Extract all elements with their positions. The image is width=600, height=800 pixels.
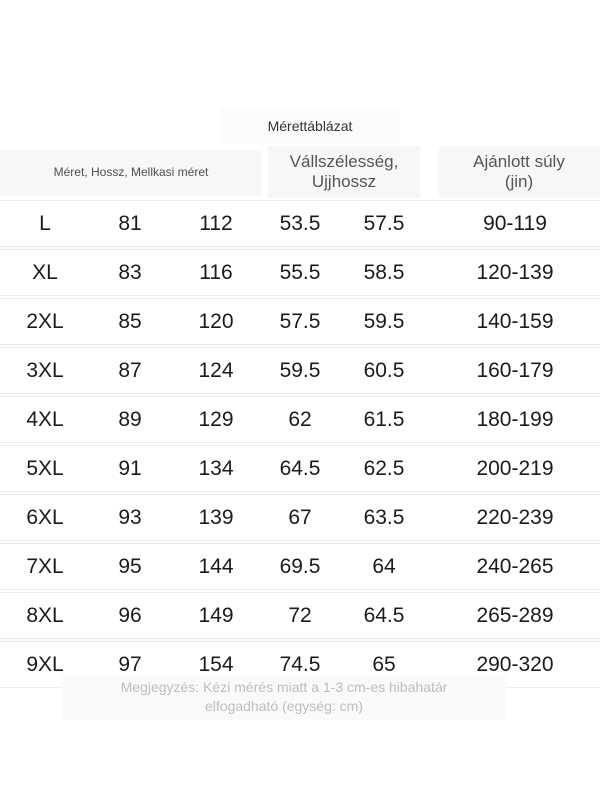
cell-weight: 290-320	[476, 653, 554, 676]
cell-chest: 112	[199, 212, 233, 235]
cell-shoulder: 59.5	[279, 359, 321, 382]
cell-chest: 120	[198, 310, 234, 333]
cell-weight: 240-265	[476, 555, 554, 578]
cell-weight: 220-239	[476, 506, 554, 529]
cell-shoulder: 64.5	[279, 457, 321, 480]
header-size-length-chest: Méret, Hossz, Mellkasi méret	[0, 150, 262, 196]
cell-weight: 180-199	[476, 408, 554, 431]
cell-size: 5XL	[26, 457, 64, 480]
cell-size: XL	[32, 261, 58, 284]
table-row-3xl	[0, 347, 600, 394]
cell-sleeve: 58.5	[363, 261, 405, 284]
header-weight-line2: (jin)	[504, 172, 534, 191]
note-line1: Megjegyzés: Kézi mérés miatt a 1-3 cm-es hibahatár	[120, 679, 448, 695]
cell-length: 93	[118, 506, 142, 529]
cell-sleeve: 61.5	[363, 408, 405, 431]
cell-shoulder: 72	[288, 604, 312, 627]
cell-length: 97	[118, 653, 142, 676]
cell-weight: 90-119	[483, 212, 547, 235]
cell-shoulder: 62	[288, 408, 312, 431]
cell-shoulder: 74.5	[279, 653, 321, 676]
cell-size: 3XL	[26, 359, 64, 382]
table-row-xl	[0, 249, 600, 296]
cell-chest: 144	[198, 555, 234, 578]
cell-sleeve: 63.5	[363, 506, 405, 529]
header-weight-line1: Ajánlott súly	[473, 152, 565, 172]
table-row-7xl	[0, 543, 600, 590]
cell-size: 9XL	[26, 653, 64, 676]
cell-length: 96	[118, 604, 142, 627]
cell-sleeve: 64	[372, 555, 396, 578]
size-table	[0, 200, 600, 690]
cell-sleeve: 62.5	[363, 457, 405, 480]
table-row-l	[0, 200, 600, 247]
cell-size: 7XL	[26, 555, 64, 578]
cell-weight: 140-159	[476, 310, 554, 333]
cell-chest: 124	[198, 359, 234, 382]
cell-chest: 129	[198, 408, 234, 431]
cell-chest: 149	[198, 604, 234, 627]
measurement-note	[62, 676, 506, 720]
header-recommended-weight	[438, 146, 600, 198]
cell-chest: 116	[199, 261, 233, 284]
cell-weight: 120-139	[476, 261, 554, 284]
cell-weight: 200-219	[476, 457, 554, 480]
cell-size: L	[39, 212, 51, 235]
cell-shoulder: 53.5	[279, 212, 321, 235]
cell-weight: 265-289	[476, 604, 554, 627]
cell-size: 4XL	[26, 408, 64, 431]
table-row-8xl	[0, 592, 600, 639]
cell-shoulder: 57.5	[279, 310, 321, 333]
cell-length: 87	[118, 359, 142, 382]
cell-length: 95	[118, 555, 142, 578]
cell-length: 83	[118, 261, 142, 284]
header-shoulder-line2: Ujjhossz	[311, 172, 377, 191]
header-shoulder-sleeve	[268, 146, 420, 198]
cell-length: 81	[118, 212, 142, 235]
note-line2: elfogadható (egység: cm)	[205, 698, 363, 714]
cell-length: 89	[118, 408, 142, 431]
size-chart-title: Mérettáblázat	[220, 108, 400, 144]
cell-size: 6XL	[26, 506, 64, 529]
cell-sleeve: 57.5	[363, 212, 405, 235]
cell-weight: 160-179	[476, 359, 554, 382]
cell-size: 2XL	[26, 310, 64, 333]
cell-sleeve: 64.5	[363, 604, 405, 627]
cell-chest: 154	[198, 653, 234, 676]
table-row-5xl	[0, 445, 600, 492]
cell-length: 85	[118, 310, 142, 333]
cell-shoulder: 69.5	[279, 555, 321, 578]
cell-sleeve: 65	[372, 653, 396, 676]
cell-sleeve: 59.5	[363, 310, 405, 333]
cell-shoulder: 55.5	[279, 261, 321, 284]
cell-shoulder: 67	[288, 506, 312, 529]
cell-size: 8XL	[26, 604, 64, 627]
table-row-2xl	[0, 298, 600, 345]
header-shoulder-line1: Vállszélesség,	[289, 152, 399, 172]
cell-length: 91	[118, 457, 142, 480]
cell-chest: 134	[198, 457, 234, 480]
table-row-6xl	[0, 494, 600, 541]
cell-chest: 139	[198, 506, 234, 529]
table-row-4xl	[0, 396, 600, 443]
cell-sleeve: 60.5	[363, 359, 405, 382]
